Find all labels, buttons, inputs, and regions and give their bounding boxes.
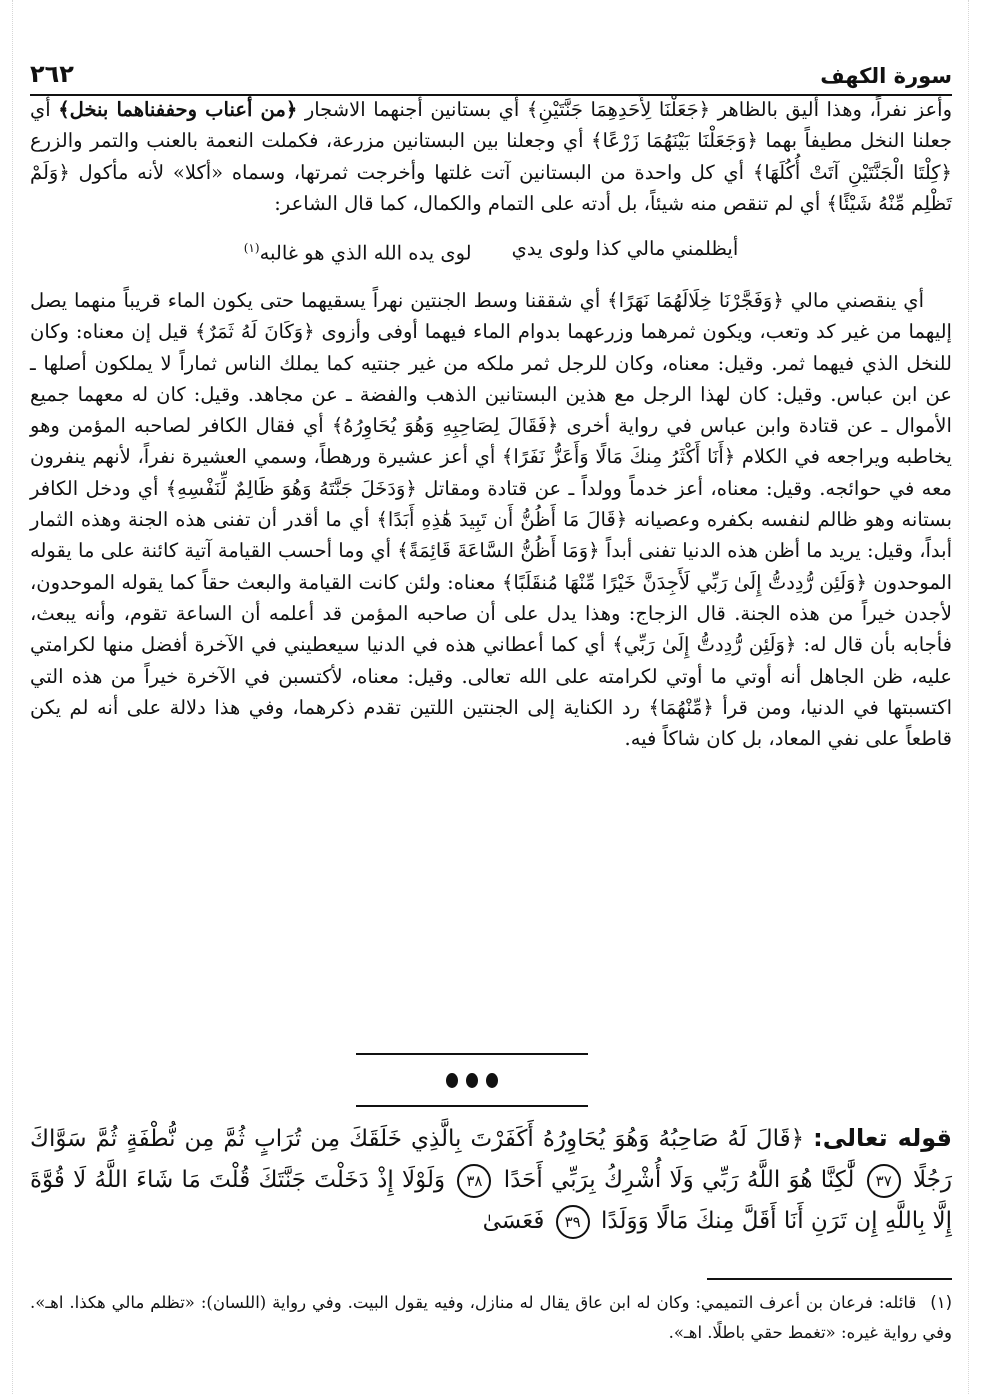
separator-dot: [446, 1073, 458, 1088]
commentary-text: [30, 94, 952, 754]
quran-quote: ﴿وَلَئِن رُّدِدتُّ إِلَىٰ رَبِّي لَأَجِدَنَّ خَيْرًا مِّنْهَا مُنقَلَبًا﴾: [501, 570, 867, 594]
quran-quote: وَلَوْلَا إِذْ دَخَلْتَ جَنَّتَكَ قُلْتَ مَا شَاءَ اللَّهُ لَا قُوَّةَ إِلَّا بِاللَّهِ إِن تَرَنِ أَنَا أَقَلَّ مِنكَ مَالًا وَوَلَدًا: [30, 1167, 952, 1234]
text-run: قيل إن معناه: وكان للنخل الذي فيهما ثمر. وقيل: معناه، وكان للرجل ثمر ملكه من غير جنتيه كما يملك الناس ثماراً لا يملكون أصلها ـ عن ابن عباس. وقيل: كان لهذا الرجل مع هذين البستانين الذهب والفضة ـ عن مجاهد. وقيل: كان له معهما جميع الأموال ـ عن قتادة وابن عباس في رواية أخرى: [30, 320, 952, 438]
quran-quote: ﴿وَمَا أَظُنُّ السَّاعَةَ قَائِمَةً﴾: [397, 539, 600, 563]
text-run: أي شققنا وسط الجنتين نهراً يسقيهما حتى يكون الماء قريباً منهما يصل إليهما من غير كد وتعب، ويكون ثمرهما وزرعهما بدوام الماء فيهما أوفى وأزوى: [30, 288, 952, 344]
page-number: ٢٦٢: [30, 60, 74, 88]
quran-quote: ﴿جَعَلْنَا لِأَحَدِهِمَا جَنَّتَيْنِ﴾: [526, 98, 711, 121]
text-run: أي جعلنا النخل مطيفاً بهما: [30, 98, 953, 153]
quran-quote: ﴿وَلَمْ تَظْلِم مِّنْهُ شَيْئًا﴾: [30, 160, 952, 215]
text-run: أي لم تنقص منه شيئاً، بل أدته على التمام والكمال، كما قال الشاعر:: [274, 191, 827, 215]
text-run: أي وما أحسب القيامة آتية كائنة على ما يقوله الموحدون: [30, 539, 952, 594]
running-header: [30, 48, 952, 96]
quran-quote: فَعَسَىٰ: [482, 1208, 545, 1234]
scan-edge-right: [968, 0, 970, 1394]
quran-quote: ﴿مِّنْهُمَا﴾: [648, 695, 714, 719]
quran-quote: ﴿فَقَالَ لِصَاحِبِهِ وَهُوَ يُحَاوِرُهُ﴾: [331, 414, 559, 438]
surah-name: سورة الكهف: [820, 64, 952, 88]
quran-quote: ﴿وَلَئِن رُّدِدتُّ إِلَىٰ رَبِّي﴾: [612, 633, 797, 657]
poem-hemistich-1: أيظلمني مالي كذا ولوى يدي: [511, 237, 739, 261]
text-run: وأعز نفراً، وهذا أليق بالظاهر: [710, 98, 953, 121]
quran-quote: ﴿كِلْتَا الْجَنَّتَيْنِ آتَتْ أُكُلَهَا﴾: [752, 160, 952, 184]
commentary-paragraph-2: [30, 285, 952, 754]
text-run: أي ودخل الكافر بستانه وهو ظالم لنفسه بكفره وعصيانه: [30, 476, 952, 532]
scan-edge-left: [12, 0, 14, 1394]
quran-quote: ﴿وَدَخَلَ جَنَّتَهُ وَهُوَ ظَالِمٌ لِّنَفْسِهِ﴾: [165, 476, 417, 500]
text-run: معناه: ولئن كانت القيامة والبعث حقاً كما يقوله الموحدون، لأجدن خيراً من هذه الجنة. قال الزجاج: وهذا يدل على أن صاحبه المؤمن قد أعلمه أن الساعة تقوم، وأنه يبعث، فأجابه بأن قال له:: [30, 570, 952, 657]
poem-hemistich-2: لوى يده الله الذي هو غالبه$^{(١)}$: [243, 241, 472, 265]
quran-quote: ﴿قَالَ مَا أَظُنُّ أَن تَبِيدَ هَٰذِهِ أَبَدًا﴾: [376, 508, 628, 532]
footnote-reference[interactable]: (١): [243, 241, 260, 256]
text-run: أي أعز عشيرة ورهطاً، وسمي العشيرة نفراً، لأنهم ينفرون معه في حوائجه. وقيل: معناه، أعز خدماً وولداً ـ عن قتادة ومقاتل: [30, 445, 952, 500]
commentary-paragraph-1: [30, 94, 952, 219]
separator-dot: [466, 1073, 478, 1088]
separator-dot: [486, 1073, 498, 1088]
footnote-text: قائله: فرعان بن أعرف التميمي: وكان له ابن عاق يقال له منازل، وفيه يقول البيت. وفي رواية (اللسان): «تظلم مالي هكذا. اهـ». وفي رواية غيره: «تغمط حقي باطلًا. اهـ».: [30, 1293, 952, 1342]
quran-quote: ﴿قَالَ لَهُ صَاحِبُهُ وَهُوَ يُحَاوِرُهُ أَكَفَرْتَ بِالَّذِي خَلَقَكَ مِن تُرَابٍ ثُمَّ مِن نُّطْفَةٍ ثُمَّ سَوَّاكَ رَجُلًا: [30, 1126, 953, 1193]
text-run: أي ما أقدر أن تفنى هذه الجنة وهذه الثمار أبداً، وقيل: يريد ما أظن هذه الدنيا تفنى أبداً: [30, 508, 952, 563]
text-run: أي ينقصني مالي: [783, 288, 924, 312]
text-run: رد الكناية إلى الجنتين اللتين تقدم ذكرهما، وفي هذا دلالة على أنه لم يكن قاطعاً على نفي المعاد، بل كان شاكاً فيه.: [30, 695, 952, 751]
footnote: [30, 1288, 952, 1348]
ayah-number-marker: ٣٨: [457, 1164, 491, 1198]
quran-quote: ﴿وَفَجَّرْنَا خِلَالَهُمَا نَهَرًا﴾: [607, 288, 784, 312]
quran-quote: لَّٰكِنَّا هُوَ اللَّهُ رَبِّي وَلَا أُشْرِكُ بِرَبِّي أَحَدًا: [503, 1167, 855, 1193]
text-run: أي كل واحدة من البستانين آتت غلتها وأخرجت ثمرتها، وسماه «أكلا» لأنه مأكول: [69, 160, 753, 184]
book-page: [30, 0, 952, 1394]
quran-verse-block: [30, 1118, 952, 1242]
quran-quote: ﴿وَجَعَلْنَا بَيْنَهُمَا زَرْعًا﴾: [591, 129, 758, 153]
text-run: أي بستانين أجنهما الاشجار: [297, 98, 527, 121]
verse-label: قوله تعالى:: [813, 1124, 952, 1152]
text-run: أي كما أعطاني هذه في الدنيا سيعطيني في الآخرة أفضل منها لكرامتي عليه، ظن الجاهل أنه أوتي ما أوتي لكرامته على الله تعالى. وقيل: معناه، لأكتسبن في الآخرة خيراً من هذه التي اكتسبتها في الدنيا، ومن قرأ: [30, 633, 952, 719]
footnote-number: (١): [930, 1293, 952, 1312]
ayah-number-marker: ٣٩: [556, 1205, 590, 1239]
quran-quote: ﴿أَنَا أَكْثَرُ مِنكَ مَالًا وَأَعَزُّ نَفَرًا﴾: [501, 445, 736, 469]
footnote-rule: [707, 1278, 952, 1280]
ayah-number-marker: ٣٧: [867, 1164, 901, 1198]
quran-quote: ﴿وَكَانَ لَهُ ثَمَرٌ﴾: [194, 320, 315, 344]
poem-verse: [30, 233, 952, 269]
bold-quote: ﴿من أعناب وحففناهما بنخل﴾: [58, 98, 298, 121]
text-run: أي وجعلنا بين البستانين مزرعة، فكملت النعمة بالعنب والتمر والزرع: [30, 129, 592, 153]
text-run: أي فقال الكافر لصاحبه المؤمن وهو يخاطبه ويراجعه في الكلام: [30, 414, 952, 469]
section-separator: [356, 1053, 588, 1107]
